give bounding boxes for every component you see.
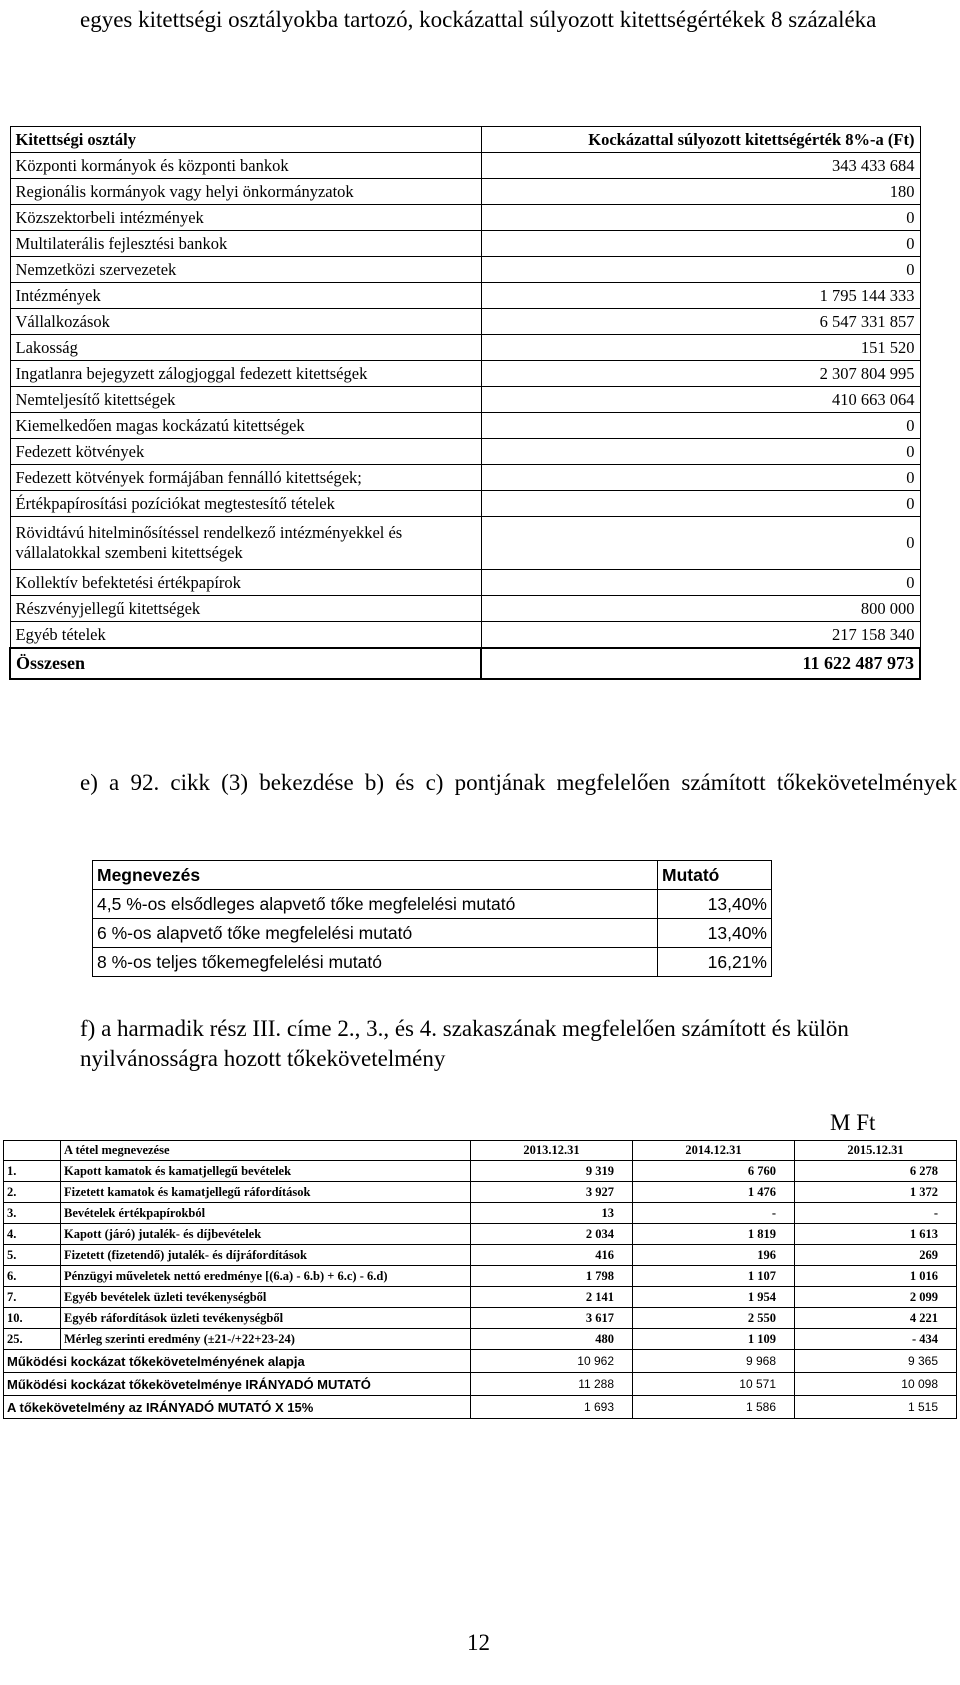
- table-row: [10, 387, 920, 413]
- cell-value: 2 141: [471, 1287, 633, 1308]
- cell-label: Lakosság: [10, 335, 481, 361]
- column-header: A tétel megnevezése: [61, 1141, 471, 1161]
- operational-risk-table: [3, 1140, 957, 1419]
- cell-value: 0: [481, 257, 920, 283]
- table-row: [4, 1266, 957, 1287]
- cell-value: 0: [481, 413, 920, 439]
- cell-label: Kiemelkedően magas kockázatú kitettségek: [10, 413, 481, 439]
- table-row: [4, 1308, 957, 1329]
- cell-label: Fizetett (fizetendő) jutalék- és díjráfordítások: [61, 1245, 471, 1266]
- cell-label: Egyéb bevételek üzleti tevékenységből: [61, 1287, 471, 1308]
- cell-value: 800 000: [481, 596, 920, 622]
- cell-value: 151 520: [481, 335, 920, 361]
- cell-value: 13,40%: [658, 890, 772, 919]
- cell-number: 7.: [4, 1287, 61, 1308]
- table-row: [4, 1287, 957, 1308]
- section-heading-d: egyes kitettségi osztályokba tartozó, kockázattal súlyozott kitettségértékek 8 százaléka: [80, 7, 877, 32]
- cell-label: Központi kormányok és központi bankok: [10, 153, 481, 179]
- table-row: [10, 465, 920, 491]
- table-row: [4, 1329, 957, 1350]
- cell-value: 13: [471, 1203, 633, 1224]
- table-row: [10, 439, 920, 465]
- cell-number: 25.: [4, 1329, 61, 1350]
- cell-label: 8 %-os teljes tőkemegfelelési mutató: [93, 948, 658, 977]
- table-row: [10, 570, 920, 596]
- table-row: [10, 413, 920, 439]
- table-row: [10, 309, 920, 335]
- column-header: 2013.12.31: [471, 1141, 633, 1161]
- cell-number: 3.: [4, 1203, 61, 1224]
- cell-number: 2.: [4, 1182, 61, 1203]
- table-row: [10, 596, 920, 622]
- cell-value: 217 158 340: [481, 622, 920, 649]
- column-header: [4, 1141, 61, 1161]
- cell-value: 10 962: [471, 1350, 633, 1373]
- cell-value: 1 586: [633, 1396, 795, 1419]
- cell-label: Fedezett kötvények: [10, 439, 481, 465]
- summary-row: [4, 1373, 957, 1396]
- table-row: [10, 622, 920, 649]
- cell-value: 1 107: [633, 1266, 795, 1287]
- cell-value: 16,21%: [658, 948, 772, 977]
- cell-value: 1 819: [633, 1224, 795, 1245]
- cell-value: -: [633, 1203, 795, 1224]
- cell-value: 9 365: [795, 1350, 957, 1373]
- column-header: 2014.12.31: [633, 1141, 795, 1161]
- cell-number: 6.: [4, 1266, 61, 1287]
- cell-value: 0: [481, 231, 920, 257]
- cell-label: Működési kockázat tőkekövetelményének alapja: [4, 1350, 471, 1373]
- cell-value: 416: [471, 1245, 633, 1266]
- cell-label: Vállalkozások: [10, 309, 481, 335]
- cell-value: 6 547 331 857: [481, 309, 920, 335]
- section-heading-e: e) a 92. cikk (3) bekezdése b) és c) pontjának megfelelően számított tőkekövetelmények: [80, 770, 957, 795]
- cell-value: -: [795, 1203, 957, 1224]
- cell-value: 0: [481, 439, 920, 465]
- cell-label: Bevételek értékpapírokból: [61, 1203, 471, 1224]
- table-row: [4, 1182, 957, 1203]
- cell-value: 10 098: [795, 1373, 957, 1396]
- summary-row: [4, 1350, 957, 1373]
- cell-value: 269: [795, 1245, 957, 1266]
- cell-value: 480: [471, 1329, 633, 1350]
- cell-label: Egyéb tételek: [10, 622, 481, 649]
- cell-value: 9 319: [471, 1161, 633, 1182]
- cell-value: 10 571: [633, 1373, 795, 1396]
- table-row: [4, 1245, 957, 1266]
- cell-value: 1 476: [633, 1182, 795, 1203]
- cell-label: 4,5 %-os elsődleges alapvető tőke megfelelési mutató: [93, 890, 658, 919]
- cell-value: 9 968: [633, 1350, 795, 1373]
- table-row: [10, 205, 920, 231]
- cell-label: Regionális kormányok vagy helyi önkormányzatok: [10, 179, 481, 205]
- table-header-row: [4, 1141, 957, 1161]
- cell-value: 6 760: [633, 1161, 795, 1182]
- cell-label: Részvényjellegű kitettségek: [10, 596, 481, 622]
- cell-value: - 434: [795, 1329, 957, 1350]
- cell-label: Kapott kamatok és kamatjellegű bevételek: [61, 1161, 471, 1182]
- total-row: [10, 648, 920, 679]
- capital-ratio-table: [92, 860, 772, 977]
- column-header: Megnevezés: [93, 861, 658, 890]
- table-row: [10, 335, 920, 361]
- section-heading-f: f) a harmadik rész III. címe 2., 3., és 4. szakaszának megfelelően számított és külön nyilvánosságra hozott tőkekövetelmény: [80, 1016, 849, 1071]
- column-header: Kitettségi osztály: [10, 127, 481, 153]
- cell-value: 0: [481, 491, 920, 517]
- cell-number: 5.: [4, 1245, 61, 1266]
- cell-label: Intézmények: [10, 283, 481, 309]
- cell-number: 1.: [4, 1161, 61, 1182]
- cell-value: 1 798: [471, 1266, 633, 1287]
- cell-value: 0: [481, 517, 920, 570]
- table-row: [10, 517, 920, 570]
- table-row: [10, 179, 920, 205]
- table-row: [10, 491, 920, 517]
- cell-label: Nemzetközi szervezetek: [10, 257, 481, 283]
- column-header: 2015.12.31: [795, 1141, 957, 1161]
- table-row: [4, 1203, 957, 1224]
- cell-number: 4.: [4, 1224, 61, 1245]
- cell-label: Pénzügyi műveletek nettó eredménye [(6.a) - 6.b) + 6.c) - 6.d): [61, 1266, 471, 1287]
- unit-label: M Ft: [830, 1110, 876, 1135]
- cell-value: 2 550: [633, 1308, 795, 1329]
- cell-label: Közszektorbeli intézmények: [10, 205, 481, 231]
- table-row: [10, 361, 920, 387]
- cell-value: 410 663 064: [481, 387, 920, 413]
- cell-label: Mérleg szerinti eredmény (±21-/+22+23-24): [61, 1329, 471, 1350]
- cell-label: Működési kockázat tőkekövetelménye IRÁNYADÓ MUTATÓ: [4, 1373, 471, 1396]
- cell-value: 1 016: [795, 1266, 957, 1287]
- table-row: [10, 153, 920, 179]
- cell-value: 343 433 684: [481, 153, 920, 179]
- cell-value: 1 109: [633, 1329, 795, 1350]
- total-value: 11 622 487 973: [481, 648, 920, 679]
- table-row: [93, 948, 772, 977]
- cell-label: Kapott (járó) jutalék- és díjbevételek: [61, 1224, 471, 1245]
- table-row: [4, 1224, 957, 1245]
- cell-label: Rövidtávú hitelminősítéssel rendelkező intézményekkel és vállalatokkal szembeni kitettségek: [10, 517, 481, 570]
- table-row: [10, 257, 920, 283]
- cell-value: 0: [481, 570, 920, 596]
- table-row: [93, 919, 772, 948]
- cell-value: 1 515: [795, 1396, 957, 1419]
- cell-value: 2 034: [471, 1224, 633, 1245]
- cell-value: 13,40%: [658, 919, 772, 948]
- cell-value: 1 693: [471, 1396, 633, 1419]
- cell-value: 1 372: [795, 1182, 957, 1203]
- cell-number: 10.: [4, 1308, 61, 1329]
- cell-label: Kollektív befektetési értékpapírok: [10, 570, 481, 596]
- table-header-row: [93, 861, 772, 890]
- cell-label: Nemteljesítő kitettségek: [10, 387, 481, 413]
- table-header-row: [10, 127, 920, 153]
- page-number: 12: [467, 1630, 490, 1655]
- exposure-class-table: [9, 126, 921, 680]
- cell-label: 6 %-os alapvető tőke megfelelési mutató: [93, 919, 658, 948]
- cell-value: 11 288: [471, 1373, 633, 1396]
- cell-value: 1 954: [633, 1287, 795, 1308]
- table-row: [93, 890, 772, 919]
- summary-row: [4, 1396, 957, 1419]
- cell-value: 0: [481, 205, 920, 231]
- cell-label: Egyéb ráfordítások üzleti tevékenységből: [61, 1308, 471, 1329]
- cell-value: 6 278: [795, 1161, 957, 1182]
- cell-label: Értékpapírosítási pozíciókat megtestesítő tételek: [10, 491, 481, 517]
- cell-value: 4 221: [795, 1308, 957, 1329]
- cell-value: 3 617: [471, 1308, 633, 1329]
- cell-value: 2 099: [795, 1287, 957, 1308]
- column-header: Kockázattal súlyozott kitettségérték 8%-a (Ft): [481, 127, 920, 153]
- cell-value: 1 795 144 333: [481, 283, 920, 309]
- total-label: Összesen: [10, 648, 481, 679]
- cell-value: 180: [481, 179, 920, 205]
- table-row: [4, 1161, 957, 1182]
- cell-value: 0: [481, 465, 920, 491]
- table-row: [10, 283, 920, 309]
- cell-value: 1 613: [795, 1224, 957, 1245]
- cell-label: Multilaterális fejlesztési bankok: [10, 231, 481, 257]
- table-row: [10, 231, 920, 257]
- cell-value: 3 927: [471, 1182, 633, 1203]
- cell-label: Fizetett kamatok és kamatjellegű ráfordítások: [61, 1182, 471, 1203]
- cell-label: A tőkekövetelmény az IRÁNYADÓ MUTATÓ X 15%: [4, 1396, 471, 1419]
- cell-value: 2 307 804 995: [481, 361, 920, 387]
- cell-label: Ingatlanra bejegyzett zálogjoggal fedezett kitettségek: [10, 361, 481, 387]
- column-header: Mutató: [658, 861, 772, 890]
- cell-value: 196: [633, 1245, 795, 1266]
- cell-label: Fedezett kötvények formájában fennálló kitettségek;: [10, 465, 481, 491]
